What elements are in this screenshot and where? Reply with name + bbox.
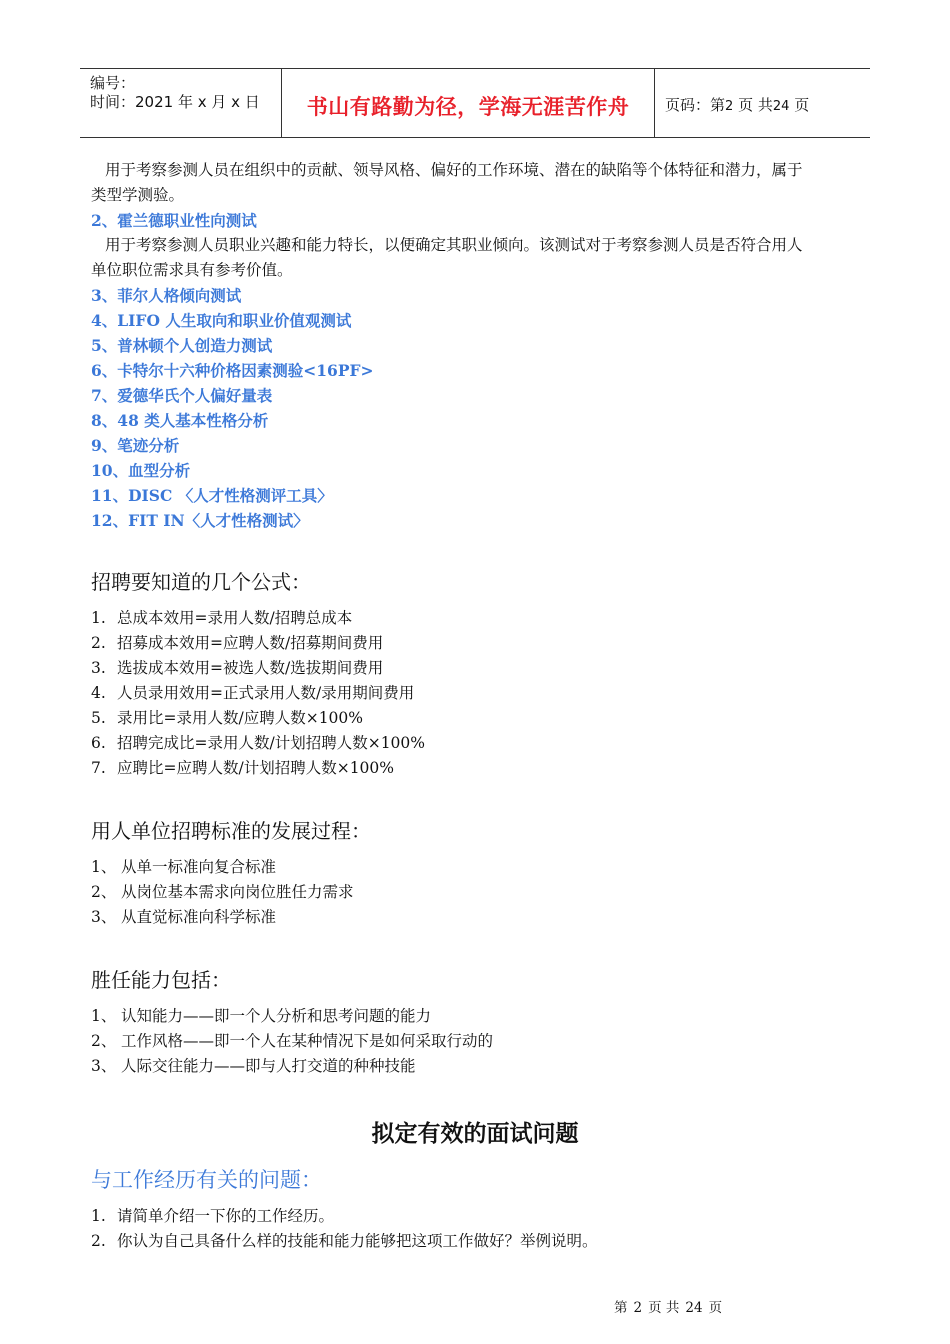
formula-item: 6. 招聘完成比=录用人数/计划招聘人数×100% bbox=[91, 734, 426, 752]
test-item-2-title: 2、霍兰德职业性向测试 bbox=[91, 211, 257, 230]
header-page-current: 2 bbox=[725, 99, 734, 114]
intro-paragraph: 用于考察参测人员在组织中的贡献、领导风格、偏好的工作环境、潜在的缺陷等个体特征和潜力，属于 bbox=[105, 161, 803, 179]
interview-subheading: 与工作经历有关的问题： bbox=[91, 1168, 322, 1192]
formula-item: 1. 总成本效用=录用人数/招聘总成本 bbox=[91, 609, 353, 627]
footer-page-total: 24 bbox=[685, 1300, 703, 1316]
intro-paragraph-cont: 类型学测验。 bbox=[91, 186, 185, 204]
header-motto-cell bbox=[281, 69, 655, 137]
formula-item: 2. 招募成本效用=应聘人数/招募期间费用 bbox=[91, 634, 384, 652]
test-list-item: 10、血型分析 bbox=[91, 461, 191, 480]
competency-item: 1、 认知能力——即一个人分析和思考问题的能力 bbox=[91, 1007, 432, 1025]
section-title: 拟定有效的面试问题 bbox=[371, 1120, 579, 1147]
test-list-item: 9、笔迹分析 bbox=[91, 436, 180, 455]
formula-item: 5. 录用比=录用人数/应聘人数×100% bbox=[91, 709, 364, 727]
test-list-item: 7、爱德华氏个人偏好量表 bbox=[91, 386, 273, 405]
test-list-item: 4、LIFO 人生取向和职业价值观测试 bbox=[91, 311, 352, 330]
test-list-item: 11、DISC 〈人才性格测评工具〉 bbox=[91, 486, 333, 505]
test-list-item: 3、菲尔人格倾向测试 bbox=[91, 286, 242, 305]
competency-item: 3、 人际交往能力——即与人打交道的种种技能 bbox=[91, 1057, 416, 1075]
formula-item: 4. 人员录用效用=正式录用人数/录用期间费用 bbox=[91, 684, 415, 702]
formula-item: 7. 应聘比=应聘人数/计划招聘人数×100% bbox=[91, 759, 395, 777]
test-list-item: 12、FIT IN〈人才性格测试〉 bbox=[91, 511, 309, 530]
standards-heading: 用人单位招聘标准的发展过程： bbox=[91, 819, 371, 843]
test-list-item: 5、普林顿个人创造力测试 bbox=[91, 336, 273, 355]
header-motto: 书山有路勤为径，学海无涯苦作舟 bbox=[306, 95, 630, 119]
formula-item: 3. 选拔成本效用=被选人数/选拔期间费用 bbox=[91, 659, 384, 677]
standard-item: 2、 从岗位基本需求向岗位胜任力需求 bbox=[91, 883, 354, 901]
header-page-cell bbox=[655, 69, 870, 137]
test-list-item: 8、48 类人基本性格分析 bbox=[91, 411, 269, 430]
page-header bbox=[80, 68, 870, 138]
test-item-2-desc-cont: 单位职位需求具有参考价值。 bbox=[91, 261, 293, 279]
header-page-number: 页码：第2 页 共24 页 bbox=[665, 96, 810, 114]
competency-heading: 胜任能力包括： bbox=[91, 968, 231, 992]
header-page-total: 24 bbox=[772, 99, 790, 114]
header-meta-cell bbox=[80, 69, 281, 137]
document-number-label: 编号： bbox=[90, 74, 136, 92]
formulas-heading: 招聘要知道的几个公式： bbox=[91, 570, 311, 594]
test-list-item: 6、卡特尔十六种价格因素测验<16PF> bbox=[91, 361, 374, 380]
standard-item: 3、 从直觉标准向科学标准 bbox=[91, 908, 277, 926]
document-date-label: 时间：2021 年 x 月 x 日 bbox=[90, 93, 260, 111]
page-footer: 第 2 页 共 24 页 bbox=[614, 1300, 723, 1316]
standard-item: 1、 从单一标准向复合标准 bbox=[91, 858, 277, 876]
footer-page-current: 2 bbox=[633, 1300, 643, 1316]
test-item-2-desc: 用于考察参测人员职业兴趣和能力特长，以便确定其职业倾向。该测试对于考察参测人员是否符合用人 bbox=[105, 236, 803, 254]
interview-question: 1. 请简单介绍一下你的工作经历。 bbox=[91, 1207, 335, 1225]
interview-question: 2. 你认为自己具备什么样的技能和能力能够把这项工作做好？举例说明。 bbox=[91, 1232, 598, 1250]
competency-item: 2、 工作风格——即一个人在某种情况下是如何采取行动的 bbox=[91, 1032, 494, 1050]
